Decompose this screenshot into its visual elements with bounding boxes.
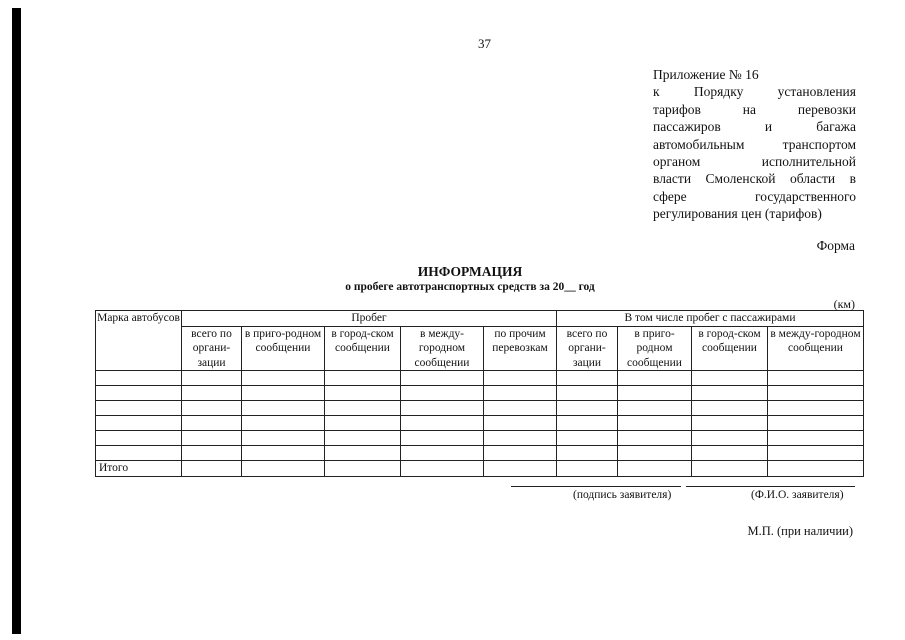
table-cell[interactable]: [401, 386, 484, 401]
table-cell[interactable]: [618, 401, 692, 416]
table-cell[interactable]: [242, 386, 325, 401]
table-cell[interactable]: [242, 401, 325, 416]
total-row: [96, 461, 864, 477]
table-cell[interactable]: [401, 371, 484, 386]
total-label: Итого: [96, 461, 182, 477]
table-cell[interactable]: [96, 371, 182, 386]
column-header: в между-городном сообщении: [768, 326, 864, 371]
table-subheader-row: [96, 326, 864, 371]
table-cell[interactable]: [242, 431, 325, 446]
table-cell[interactable]: [692, 416, 768, 431]
table-cell[interactable]: [692, 401, 768, 416]
scan-edge-bar: [12, 8, 21, 634]
appendix-line: регулирования цен (тарифов): [653, 206, 822, 222]
appendix-line: пассажиров и багажа: [653, 119, 856, 135]
table-cell[interactable]: [618, 371, 692, 386]
table-cell[interactable]: [401, 416, 484, 431]
table-cell[interactable]: [325, 431, 401, 446]
table-cell[interactable]: [692, 371, 768, 386]
table-cell[interactable]: [692, 386, 768, 401]
table-cell[interactable]: [484, 446, 557, 461]
document-title: ИНФОРМАЦИЯ: [417, 264, 523, 279]
table-cell[interactable]: [768, 416, 864, 431]
table-cell[interactable]: [242, 371, 325, 386]
table-cell[interactable]: [325, 386, 401, 401]
table-cell[interactable]: [182, 446, 242, 461]
table-cell[interactable]: [557, 401, 618, 416]
mileage-table: [95, 310, 864, 477]
table-cell[interactable]: [618, 461, 692, 477]
column-header: по прочим перевозкам: [484, 326, 557, 371]
signature-line[interactable]: [511, 486, 681, 487]
table-cell[interactable]: [182, 431, 242, 446]
form-label: Форма: [816, 238, 855, 253]
column-header: в приго-родном сообщении: [618, 326, 692, 371]
table-cell[interactable]: [325, 401, 401, 416]
table-row: [96, 401, 864, 416]
table-cell[interactable]: [768, 446, 864, 461]
mileage-header: Пробег: [182, 311, 557, 327]
table-cell[interactable]: [484, 401, 557, 416]
appendix-line: сфере государственного: [653, 188, 856, 204]
column-header: в город-ском сообщении: [325, 326, 401, 371]
table-cell[interactable]: [182, 386, 242, 401]
table-cell[interactable]: [325, 416, 401, 431]
table-cell[interactable]: [96, 416, 182, 431]
table-cell[interactable]: [484, 416, 557, 431]
column-header: всего по органи-зации: [557, 326, 618, 371]
document-subtitle: о пробеге автотранспортных средств за 20__ год: [345, 281, 595, 293]
table-cell[interactable]: [484, 371, 557, 386]
table-cell[interactable]: [557, 461, 618, 477]
appendix-line: тарифов на перевозки: [653, 101, 856, 117]
table-cell[interactable]: [401, 431, 484, 446]
appendix-title: Приложение № 16: [653, 67, 759, 82]
table-cell[interactable]: [242, 446, 325, 461]
appendix-line: органом исполнительной: [653, 154, 856, 170]
table-cell[interactable]: [768, 461, 864, 477]
table-cell[interactable]: [401, 461, 484, 477]
table-row: [96, 431, 864, 446]
table-row: [96, 371, 864, 386]
table-header-row: [96, 311, 864, 327]
table-row: [96, 386, 864, 401]
table-cell[interactable]: [768, 371, 864, 386]
table-cell[interactable]: [768, 386, 864, 401]
name-caption: (Ф.И.О. заявителя): [751, 489, 844, 501]
page-number: 37: [478, 36, 491, 51]
table-cell[interactable]: [768, 401, 864, 416]
table-cell[interactable]: [325, 461, 401, 477]
table-cell[interactable]: [768, 431, 864, 446]
table-cell[interactable]: [484, 461, 557, 477]
table-cell[interactable]: [557, 416, 618, 431]
passenger-mileage-header: В том числе пробег с пассажирами: [557, 311, 864, 327]
table-row: [96, 446, 864, 461]
table-cell[interactable]: [618, 386, 692, 401]
table-cell[interactable]: [692, 431, 768, 446]
table-cell[interactable]: [557, 386, 618, 401]
column-header: всего по органи-зации: [182, 326, 242, 371]
table-cell[interactable]: [182, 401, 242, 416]
appendix-line: к Порядку установления: [653, 84, 856, 100]
table-cell[interactable]: [484, 386, 557, 401]
table-cell[interactable]: [557, 431, 618, 446]
table-cell[interactable]: [484, 431, 557, 446]
table-cell[interactable]: [618, 446, 692, 461]
table-cell[interactable]: [401, 401, 484, 416]
table-cell[interactable]: [325, 446, 401, 461]
column-header: в приго-родном сообщении: [242, 326, 325, 371]
stamp-label: М.П. (при наличии): [747, 524, 853, 538]
table-cell[interactable]: [96, 446, 182, 461]
table-cell[interactable]: [618, 416, 692, 431]
table-cell[interactable]: [557, 371, 618, 386]
table-cell[interactable]: [96, 401, 182, 416]
appendix-line: власти Смоленской области в: [653, 171, 856, 187]
signature-caption: (подпись заявителя): [573, 489, 672, 501]
name-line[interactable]: [686, 486, 855, 487]
brand-header: Марка автобусов: [96, 311, 182, 371]
appendix-line: автомобильным транспортом: [653, 136, 856, 152]
table-row: [96, 416, 864, 431]
table-cell[interactable]: [242, 416, 325, 431]
table-cell[interactable]: [692, 446, 768, 461]
table-cell[interactable]: [325, 371, 401, 386]
column-header: в город-ском сообщении: [692, 326, 768, 371]
table-cell[interactable]: [242, 461, 325, 477]
table-cell[interactable]: [182, 461, 242, 477]
appendix-block: [653, 66, 856, 223]
column-header: в между-городном сообщении: [401, 326, 484, 371]
table-cell[interactable]: [182, 371, 242, 386]
table-cell[interactable]: [96, 431, 182, 446]
table-cell[interactable]: [692, 461, 768, 477]
table-cell[interactable]: [557, 446, 618, 461]
table-cell[interactable]: [182, 416, 242, 431]
table-cell[interactable]: [618, 431, 692, 446]
table-cell[interactable]: [401, 446, 484, 461]
table-cell[interactable]: [96, 386, 182, 401]
unit-label: (км): [833, 297, 855, 311]
